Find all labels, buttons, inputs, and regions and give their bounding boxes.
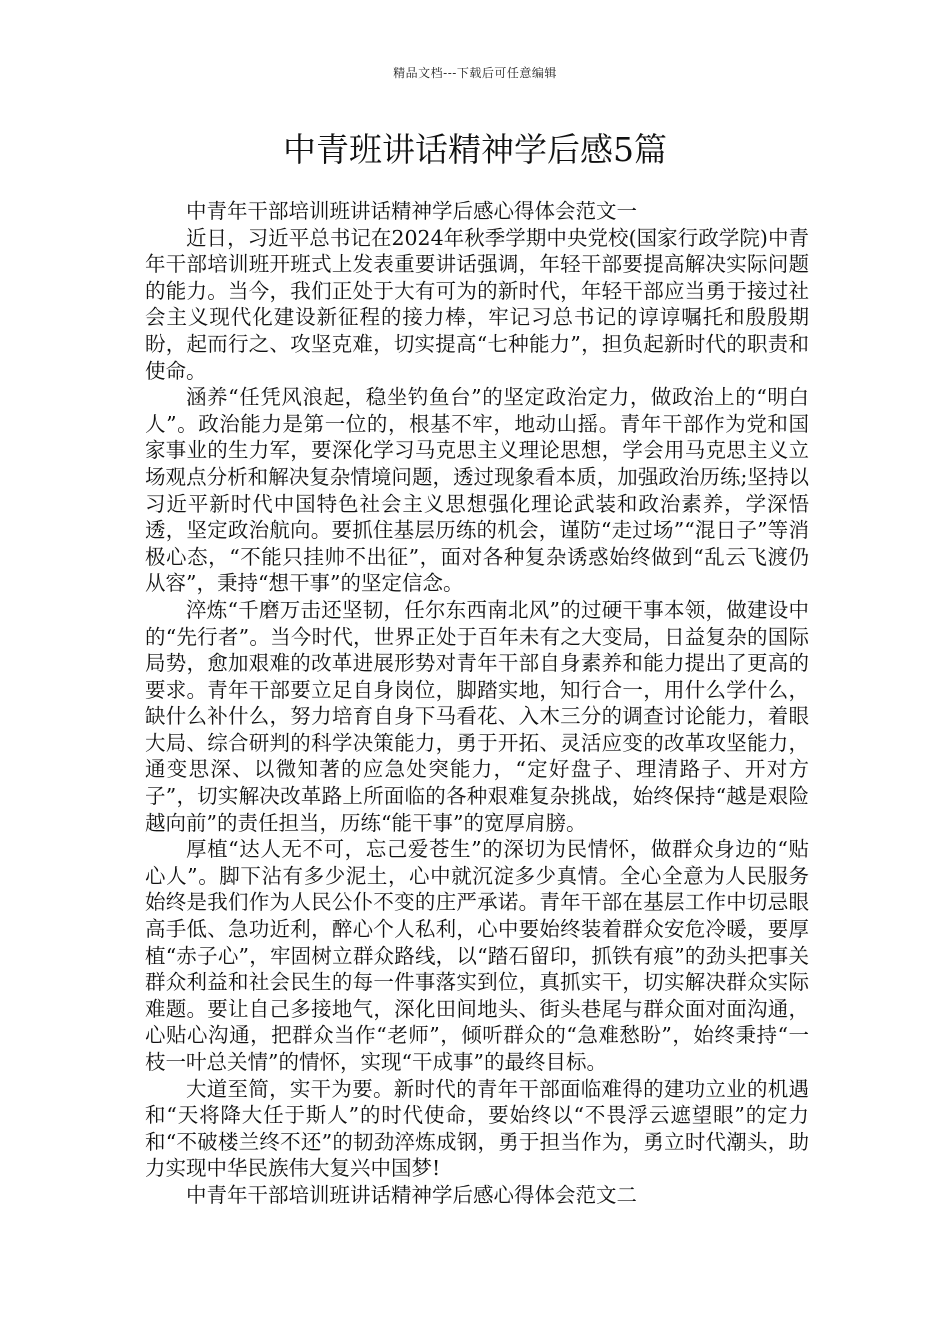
paragraph-political: 涵养“任凭风浪起，稳坐钓鱼台”的坚定政治定力，做政治上的“明白人”。政治能力是第一位的，根基不牢，地动山摇。青年干部作为党和国家事业的生力军，要深化学习马克思主义理论思想，学会用马克思主义立场观点分析和解决复杂情境问题，透过现象看本质，加强政治历练;坚持以习近平新时代中国特色社会主义思想强化理论武装和政治素养，学深悟透，坚定政治航向。要抓住基层历练的机会，谨防“走过场”“混日子”等消极心态，“不能只挂帅不出征”，面对各种复杂诱惑始终做到“乱云飞渡仍从容”，秉持“想干事”的坚定信念。 [145, 385, 809, 596]
paragraph-intro: 近日，习近平总书记在2024年秋季学期中央党校(国家行政学院)中青年干部培训班开班式上发表重要讲话强调，年轻干部要提高解决实际问题的能力。当今，我们正处于大有可为的新时代，年轻干部应当勇于接过社会主义现代化建设新征程的接力棒，牢记习总书记的谆谆嘱托和殷殷期盼，起而行之、攻坚克难，切实提高“七种能力”，担负起新时代的职责和使命。 [145, 225, 809, 383]
paragraph-subheading-2: 中青年干部培训班讲话精神学后感心得体会范文二 [186, 1182, 637, 1207]
document-body [145, 198, 809, 1209]
paragraph-skills: 淬炼“千磨万击还坚韧，任尔东西南北风”的过硬干事本领，做建设中的“先行者”。当今时代，世界正处于百年未有之大变局，日益复杂的国际局势，愈加艰难的改革进展形势对青年干部自身素养和能力提出了更高的要求。青年干部要立足自身岗位，脚踏实地，知行合一，用什么学什么，缺什么补什么，努力培育自身下马看花、入木三分的调查讨论能力，着眼大局、综合研判的科学决策能力，勇于开拓、灵活应变的改革攻坚能力，通变思深、以微知著的应急处突能力，“定好盘子、理清路子、开对方子”，切实解决改革路上所面临的各种艰难复杂挑战，始终保持“越是艰险越向前”的责任担当，历练“能干事”的宽厚肩膀。 [145, 597, 809, 835]
header-note: 精品文档---下载后可任意编辑 [393, 66, 557, 80]
paragraph-conclusion: 大道至简，实干为要。新时代的青年干部面临难得的建功立业的机遇和“天将降大任于斯人”的时代使命，要始终以“不畏浮云遮望眼”的定力和“不破楼兰终不还”的韧劲淬炼成钢，勇于担当作为，勇立时代潮头，助力实现中华民族伟大复兴中国梦! [145, 1076, 809, 1181]
paragraph-people: 厚植“达人无不可，忘己爱苍生”的深切为民情怀，做群众身边的“贴心人”。脚下沾有多少泥土，心中就沉淀多少真情。全心全意为人民服务始终是我们作为人民公仆不变的庄严承诺。青年干部在基层工作中切忌眼高手低、急功近利，醉心个人私利，心中要始终装着群众安危冷暖，要厚植“赤子心”，牢固树立群众路线，以“踏石留印，抓铁有痕”的劲头把事关群众利益和社会民生的每一件事落实到位，真抓实干，切实解决群众实际难题。要让自己多接地气，深化田间地头、街头巷尾与群众面对面沟通，心贴心沟通，把群众当作“老师”，倾听群众的“急难愁盼”，始终秉持“一枝一叶总关情”的情怀，实现“干成事”的最终目标。 [145, 837, 809, 1074]
paragraph-subheading-1: 中青年干部培训班讲话精神学后感心得体会范文一 [186, 199, 637, 223]
document-title: 中青班讲话精神学后感5篇 [283, 130, 667, 169]
